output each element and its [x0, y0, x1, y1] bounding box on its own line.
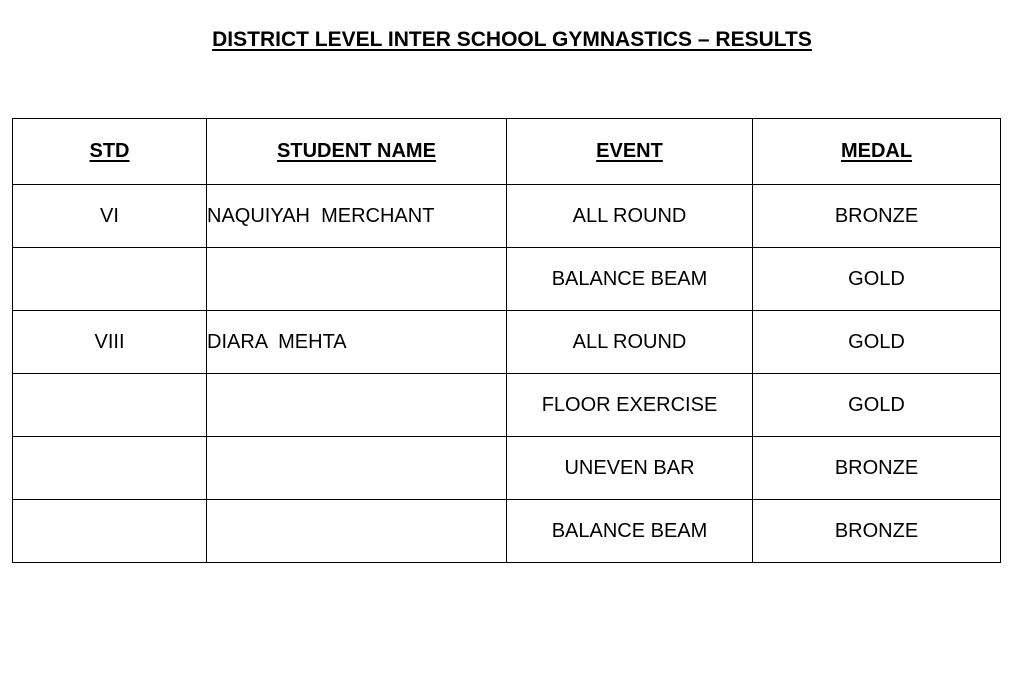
cell-medal: GOLD: [753, 248, 1001, 311]
cell-medal: BRONZE: [753, 185, 1001, 248]
cell-std: VIII: [13, 311, 207, 374]
cell-medal: BRONZE: [753, 437, 1001, 500]
header-event: EVENT: [507, 119, 753, 185]
cell-student-name: NAQUIYAH MERCHANT: [207, 185, 507, 248]
table-header-row: [13, 119, 1001, 185]
cell-student-name: [207, 374, 507, 437]
cell-std: [13, 500, 207, 563]
cell-event: ALL ROUND: [507, 185, 753, 248]
table-row: [13, 311, 1001, 374]
cell-std: VI: [13, 185, 207, 248]
page-title: DISTRICT LEVEL INTER SCHOOL GYMNASTICS – RESULTS: [212, 28, 812, 51]
cell-std: [13, 248, 207, 311]
cell-std: [13, 437, 207, 500]
cell-event: ALL ROUND: [507, 311, 753, 374]
cell-event: FLOOR EXERCISE: [507, 374, 753, 437]
table-row: [13, 500, 1001, 563]
cell-std: [13, 374, 207, 437]
cell-medal: GOLD: [753, 374, 1001, 437]
header-std: STD: [13, 119, 207, 185]
results-table: [12, 118, 1001, 563]
header-medal: MEDAL: [753, 119, 1001, 185]
cell-medal: GOLD: [753, 311, 1001, 374]
cell-medal: BRONZE: [753, 500, 1001, 563]
table-row: [13, 185, 1001, 248]
table-row: [13, 248, 1001, 311]
table-row: [13, 374, 1001, 437]
header-student-name: STUDENT NAME: [207, 119, 507, 185]
cell-student-name: [207, 500, 507, 563]
cell-event: BALANCE BEAM: [507, 500, 753, 563]
cell-event: UNEVEN BAR: [507, 437, 753, 500]
cell-event: BALANCE BEAM: [507, 248, 753, 311]
cell-student-name: [207, 248, 507, 311]
table-row: [13, 437, 1001, 500]
cell-student-name: DIARA MEHTA: [207, 311, 507, 374]
cell-student-name: [207, 437, 507, 500]
